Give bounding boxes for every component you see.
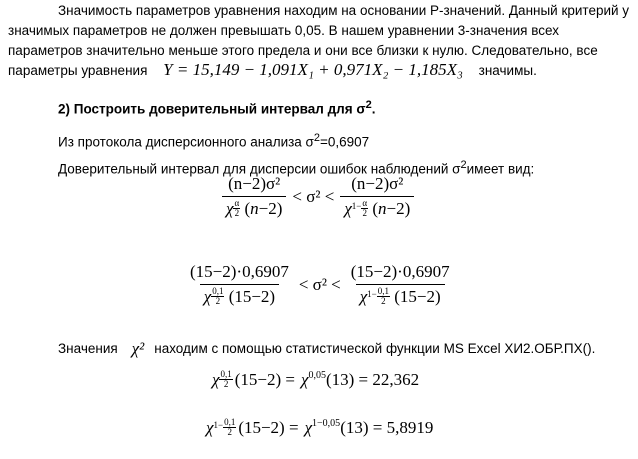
protocol-exp: 2	[313, 132, 321, 144]
line4-prefix: параметры уравнения	[8, 63, 148, 78]
numeric-left-denominator: χ 0,1 2 (15−2)	[200, 284, 279, 307]
formula-numeric-right	[347, 262, 454, 307]
paragraph-line-3: параметров значительно меньше этого предела и они все близки к нулю. Следовательно, все	[8, 43, 598, 58]
result-upper: χ 0,1 2 (15−2) = χ $^{0,05}$ (13) = 22,362	[212, 369, 420, 389]
protocol-prefix: Из протокола дисперсионного анализа σ	[58, 134, 314, 150]
left-numerator: (n−2)σ²	[228, 174, 281, 193]
paragraph-line-1: Значимость параметров уравнения находим на основании P-значений. Данный критерий у	[58, 3, 630, 18]
formula-general-left	[222, 174, 286, 219]
formula-numeric-left	[186, 262, 293, 307]
formula-numeric	[186, 262, 454, 307]
values-prefix: Значения	[58, 341, 118, 356]
interval-suffix: имеет вид:	[466, 161, 535, 177]
values-line	[58, 339, 632, 359]
formula-numeric-mid: < σ² <	[298, 274, 341, 294]
formula-general-mid: < σ² <	[292, 186, 335, 206]
result-lower-value: (13) = 5,8919	[340, 418, 434, 437]
paragraph-line-2: значимых параметров не должен превышать 0,05. В нашем уравнении 3-значения всех	[8, 23, 559, 38]
left-denominator: χ α 2 (n−2)	[222, 196, 286, 219]
result-upper-lhs: (15−2) =	[234, 370, 295, 389]
regression-equation: Y = 15,149 − 1,091X₁ + 0,971X₂ − 1,185X₃	[163, 60, 463, 79]
paragraph-line-4	[8, 60, 632, 81]
result-lower: χ 1− $\frac{0,1}{2}$ (15−2) = χ $^{1-0,05}$ (13) = 5,8919	[206, 417, 434, 437]
result-upper-value: (13) = 22,362	[325, 370, 420, 389]
line4-suffix: значимы.	[478, 63, 537, 78]
heading-dot: .	[371, 101, 376, 117]
right-denominator: χ 1− $\frac{\alpha}{2}$ (n−2)	[340, 196, 414, 219]
interval-prefix: Доверительный интервал для дисперсии ошибок наблюдений σ	[58, 161, 461, 177]
values-suffix: находим с помощью статистической функции MS Excel ХИ2.ОБР.ПХ().	[154, 341, 596, 356]
heading-text: 2) Построить доверительный интервал для σ	[58, 101, 366, 117]
result-lower-lhs: (15−2) =	[238, 418, 299, 437]
numeric-right-denominator: χ 1− $\frac{0,1}{2}$ (15−2)	[356, 284, 445, 307]
right-numerator: (n−2)σ²	[351, 174, 404, 193]
formula-general-right	[340, 174, 414, 219]
interval-exp: 2	[460, 159, 467, 171]
protocol-line	[58, 128, 632, 153]
chi-square-symbol: χ²	[131, 339, 145, 358]
protocol-value: =0,6907	[320, 134, 370, 150]
numeric-left-numerator: (15−2)·0,6907	[190, 262, 289, 281]
section-heading	[58, 95, 632, 120]
numeric-right-numerator: (15−2)·0,6907	[350, 262, 450, 281]
formula-general	[222, 174, 414, 219]
heading-exp: 2	[365, 99, 372, 111]
